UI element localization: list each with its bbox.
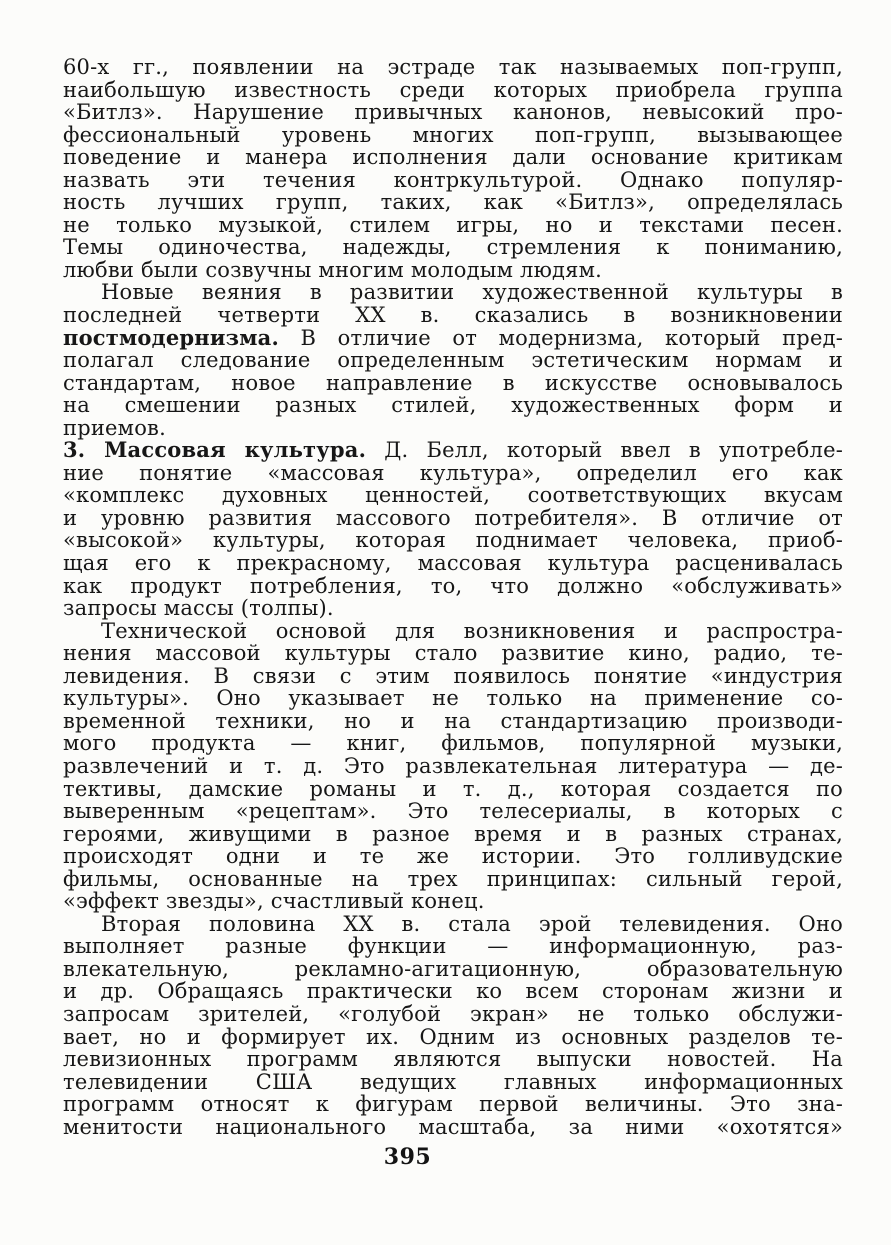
text-run: запросам зрителей, «голубой экран» не только обслужи-: [63, 1001, 843, 1026]
text-line: [63, 642, 843, 665]
text-run: фессиональный уровень многих поп-групп, вызывающее: [63, 122, 843, 147]
text-line: [63, 56, 843, 79]
text-line: [63, 868, 843, 891]
paragraph: [63, 439, 843, 619]
text-line: [63, 1116, 843, 1139]
text-run: Технической основой для возникновения и распростра-: [101, 618, 843, 643]
text-line: [63, 324, 843, 350]
text-run: временной техники, но и на стандартизацию производи-: [63, 708, 843, 733]
text-line: [63, 259, 843, 282]
text-line: [63, 281, 843, 304]
text-line: [63, 980, 843, 1003]
text-run: «высокой» культуры, которая поднимает человека, приоб-: [63, 528, 843, 553]
text-run: фильмы, основанные на трех принципах: сильный герой,: [63, 866, 843, 891]
text-line: [63, 394, 843, 417]
text-line: [63, 191, 843, 214]
text-run: ние понятие «массовая культура», определил его как: [63, 460, 843, 485]
page-number: 395: [383, 1144, 432, 1170]
text-run: запросы массы (толпы).: [63, 596, 334, 621]
text-line: [63, 101, 843, 124]
text-run: Новые веяния в развитии художественной культуры в: [101, 280, 843, 305]
text-run: В отличие от модернизма, который пред-: [278, 325, 843, 350]
text-run: программ относят к фигурам первой величины. Это зна-: [63, 1092, 843, 1117]
text-line: [63, 935, 843, 958]
text-run: левидения. В связи с этим появилось понятие «индустрия: [63, 663, 843, 688]
text-line: [63, 845, 843, 868]
text-run: полагал следование определенным эстетическим нормам и: [63, 348, 843, 373]
text-run: «Битлз». Нарушение привычных канонов, невысокий про-: [63, 100, 843, 125]
paragraph: [63, 56, 843, 281]
text-run: стандартам, новое направление в искусстве основывалось: [63, 370, 843, 395]
text-line: [63, 236, 843, 259]
text-run: приемов.: [63, 415, 166, 440]
text-run: наибольшую известность среди которых приобрела группа: [63, 77, 843, 102]
text-line: [63, 372, 843, 395]
text-run: любви были созвучны многим молодым людям.: [63, 257, 603, 282]
text-line: [63, 349, 843, 372]
text-run: выполняет разные функции — информационную, раз-: [63, 934, 843, 959]
text-line: [63, 529, 843, 552]
text-line: [63, 755, 843, 778]
text-run: менитости национального масштаба, за ними «охотятся»: [63, 1114, 843, 1139]
text-line: [63, 462, 843, 485]
text-run: Д. Белл, который ввел в употребле-: [366, 438, 843, 463]
text-run: героями, живущими в разное время и в разных странах,: [63, 821, 843, 846]
text-line: [63, 890, 843, 913]
text-run: и др. Обращаясь практически ко всем сторонам жизни и: [63, 979, 843, 1004]
text-line: [63, 710, 843, 733]
text-line: [63, 1003, 843, 1026]
text-line: [63, 1026, 843, 1049]
text-run: Темы одиночества, надежды, стремления к пониманию,: [63, 235, 843, 260]
text-run: «эффект звезды», счастливый конец.: [63, 889, 485, 914]
text-run: выверенным «рецептам». Это телесериалы, в которых с: [63, 799, 843, 824]
text-line: [63, 1093, 843, 1116]
text-line: [63, 913, 843, 936]
paragraph: [63, 913, 843, 1138]
text-line: [63, 620, 843, 643]
text-line: [63, 439, 843, 462]
text-run: назвать эти течения контркультурой. Однако популяр-: [63, 167, 843, 192]
text-run: не только музыкой, стилем игры, но и текстами песен.: [63, 212, 843, 237]
text-run: «комплекс духовных ценностей, соответствующих вкусам: [63, 483, 843, 508]
text-run: развлечений и т. д. Это развлекательная литература — де-: [63, 753, 843, 778]
text-run: Вторая половина XX в. стала эрой телевидения. Оно: [101, 911, 843, 936]
text-run: нения массовой культуры стало развитие кино, радио, те-: [63, 641, 843, 666]
bold-text-run: постмодернизма.: [63, 324, 279, 350]
text-line: [63, 146, 843, 169]
text-run: и уровню развития массового потребителя». В отличие от: [63, 505, 843, 530]
text-line: [63, 823, 843, 846]
paragraph: [63, 281, 843, 439]
text-run: левизионных программ являются выпуски новостей. На: [63, 1047, 843, 1072]
text-line: [63, 304, 843, 327]
text-line: [63, 124, 843, 147]
text-line: [63, 214, 843, 237]
text-run: телевидении США ведущих главных информационных: [63, 1069, 843, 1094]
text-run: мого продукта — книг, фильмов, популярной музыки,: [63, 731, 843, 756]
text-line: [63, 575, 843, 598]
text-line: [63, 732, 843, 755]
text-run: ность лучших групп, таких, как «Битлз», определялась: [63, 190, 843, 215]
text-line: [63, 778, 843, 801]
text-line: [63, 79, 843, 102]
text-line: [63, 169, 843, 192]
text-line: [63, 958, 843, 981]
text-line: [63, 597, 843, 620]
text-line: [63, 417, 843, 440]
text-line: [63, 507, 843, 530]
paragraph: [63, 620, 843, 913]
text-line: [63, 687, 843, 710]
text-run: поведение и манера исполнения дали основание критикам: [63, 145, 843, 170]
text-line: [63, 800, 843, 823]
text-line: [63, 1071, 843, 1094]
text-run: на смешении разных стилей, художественных форм и: [63, 393, 843, 418]
text-run: влекательную, рекламно-агитационную, образовательную: [63, 956, 843, 981]
text-run: последней четверти XX в. сказались в возникновении: [63, 303, 843, 328]
text-run: культуры». Оно указывает не только на применение со-: [63, 686, 843, 711]
text-run: тективы, дамские романы и т. д., которая создается по: [63, 776, 843, 801]
text-run: вает, но и формирует их. Одним из основных разделов те-: [63, 1024, 843, 1049]
text-line: [63, 665, 843, 688]
text-run: как продукт потребления, то, что должно «обслуживать»: [63, 573, 843, 598]
bold-text-run: 3. Массовая культура.: [63, 437, 367, 463]
text-run: щая его к прекрасному, массовая культура расценивалась: [63, 551, 843, 576]
text-block: [63, 56, 843, 1138]
text-line: [63, 1048, 843, 1071]
text-run: происходят одни и те же истории. Это голливудские: [63, 844, 843, 869]
text-run: 60-х гг., появлении на эстраде так называемых поп-групп,: [63, 55, 843, 79]
text-line: [63, 552, 843, 575]
text-line: [63, 484, 843, 507]
